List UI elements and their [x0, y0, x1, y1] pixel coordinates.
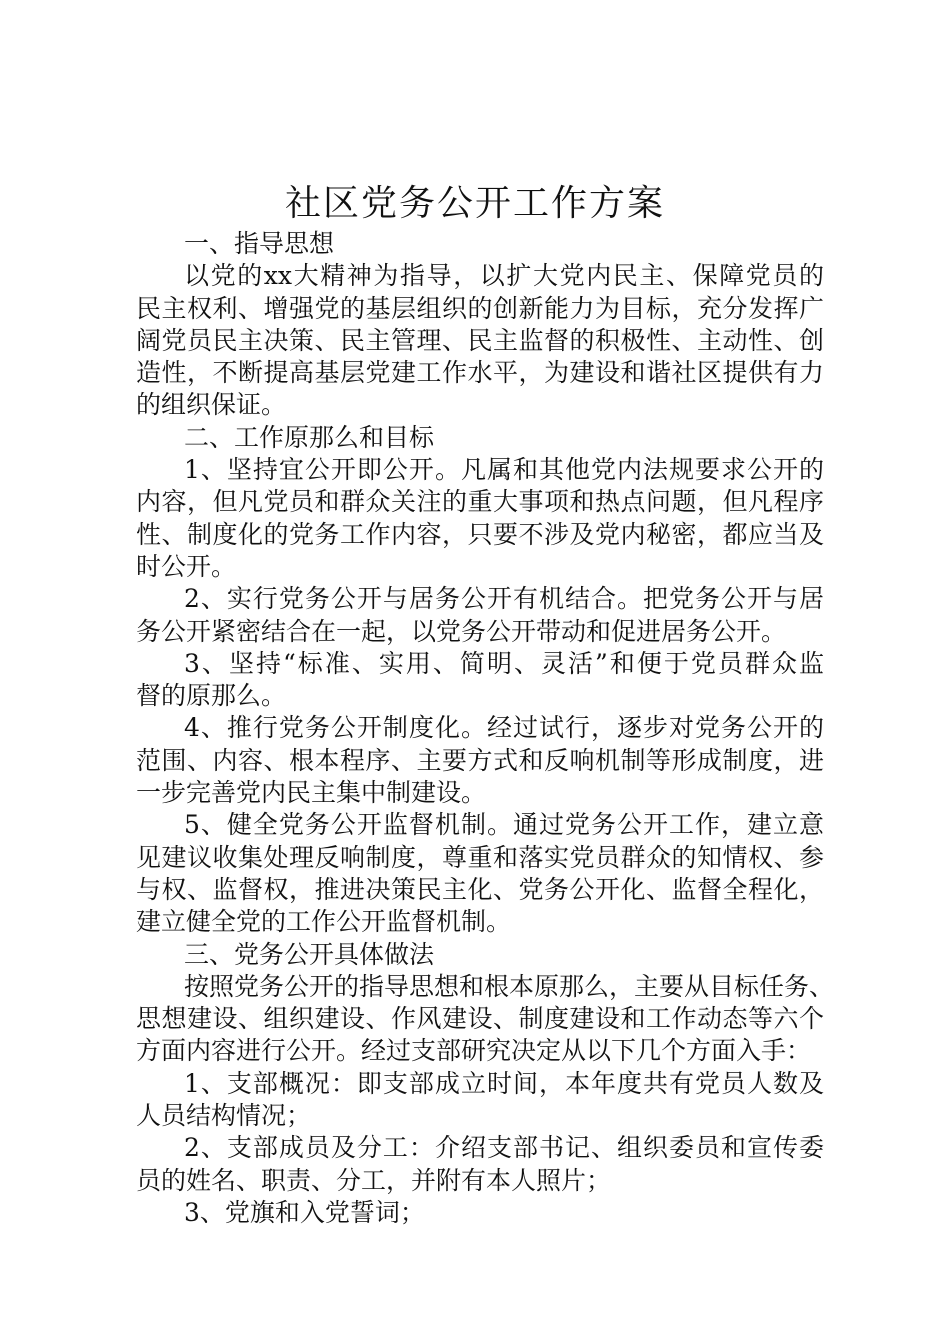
document-body: [136, 228, 835, 1229]
paragraph: [136, 1068, 824, 1133]
text-line: 人员结构情况；: [136, 1101, 312, 1131]
text-line: 督的原那么。: [136, 681, 287, 711]
text-line: 4、推行党务公开制度化。经过试行，逐步对党务公开的: [184, 713, 824, 743]
text-line: 时公开。: [136, 551, 237, 581]
text-line: 2、支部成员及分工：介绍支部书记、组织委员和宣传委: [184, 1133, 824, 1163]
text-line: 建立健全党的工作公开监督机制。: [136, 907, 512, 937]
text-line: 一步完善党内民主集中制建设。: [136, 778, 487, 808]
paragraph: [136, 809, 824, 938]
document-title: 社区党务公开工作方案: [284, 183, 665, 224]
text-line: 员的姓名、职责、分工，并附有本人照片；: [136, 1165, 612, 1195]
text-line: 见建议收集处理反响制度，尊重和落实党员群众的知情权、参: [136, 842, 824, 872]
text-line: 的组织保证。: [136, 390, 287, 420]
paragraph: [136, 454, 824, 583]
text-line: 1、支部概况：即支部成立时间，本年度共有党员人数及: [184, 1068, 824, 1098]
text-line: 民主权利、增强党的基层组织的创新能力为目标，充分发挥广: [136, 293, 824, 323]
text-line: 以党的xx大精神为指导，以扩大党内民主、保障党员的: [184, 261, 824, 291]
text-line: 按照党务公开的指导思想和根本原那么，主要从目标任务、: [184, 971, 835, 1001]
section-heading: [136, 422, 824, 454]
text-line: 3、坚持“标准、实用、简明、灵活”和便于党员群众监: [184, 648, 824, 678]
text-line: 造性，不断提高基层党建工作水平，为建设和谐社区提供有力: [136, 358, 824, 388]
text-line: 一、指导思想: [184, 229, 335, 258]
section-heading: [136, 228, 824, 260]
paragraph: [136, 648, 824, 713]
text-line: 性、制度化的党务工作内容，只要不涉及党内秘密，都应当及: [136, 519, 824, 549]
text-line: 务公开紧密结合在一起，以党务公开带动和促进居务公开。: [136, 616, 787, 646]
paragraph: [136, 1132, 824, 1197]
text-line: 方面内容进行公开。经过支部研究决定从以下几个方面入手：: [136, 1036, 812, 1066]
text-line: 3、党旗和入党誓词；: [184, 1197, 425, 1227]
text-line: 阔党员民主决策、民主管理、民主监督的积极性、主动性、创: [136, 325, 824, 355]
paragraph: [136, 712, 824, 809]
paragraph: [136, 260, 824, 421]
paragraph: [136, 971, 835, 1068]
text-line: 与权、监督权，推进决策民主化、党务公开化、监督全程化，: [136, 874, 824, 904]
text-line: 内容，但凡党员和群众关注的重大事项和热点问题，但凡程序: [136, 487, 824, 517]
text-line: 2、实行党务公开与居务公开有机结合。把党务公开与居: [184, 584, 824, 614]
text-line: 5、健全党务公开监督机制。通过党务公开工作，建立意: [184, 810, 824, 840]
text-line: 1、坚持宜公开即公开。凡属和其他党内法规要求公开的: [184, 455, 824, 485]
text-line: 思想建设、组织建设、作风建设、制度建设和工作动态等六个: [136, 1004, 824, 1034]
text-line: 三、党务公开具体做法: [184, 939, 435, 969]
paragraph: [136, 1197, 824, 1229]
text-line: 范围、内容、根本程序、主要方式和反响机制等形成制度，进: [136, 745, 824, 775]
text-line: 二、工作原那么和目标: [184, 422, 435, 452]
section-heading: [136, 939, 824, 971]
paragraph: [136, 583, 824, 648]
